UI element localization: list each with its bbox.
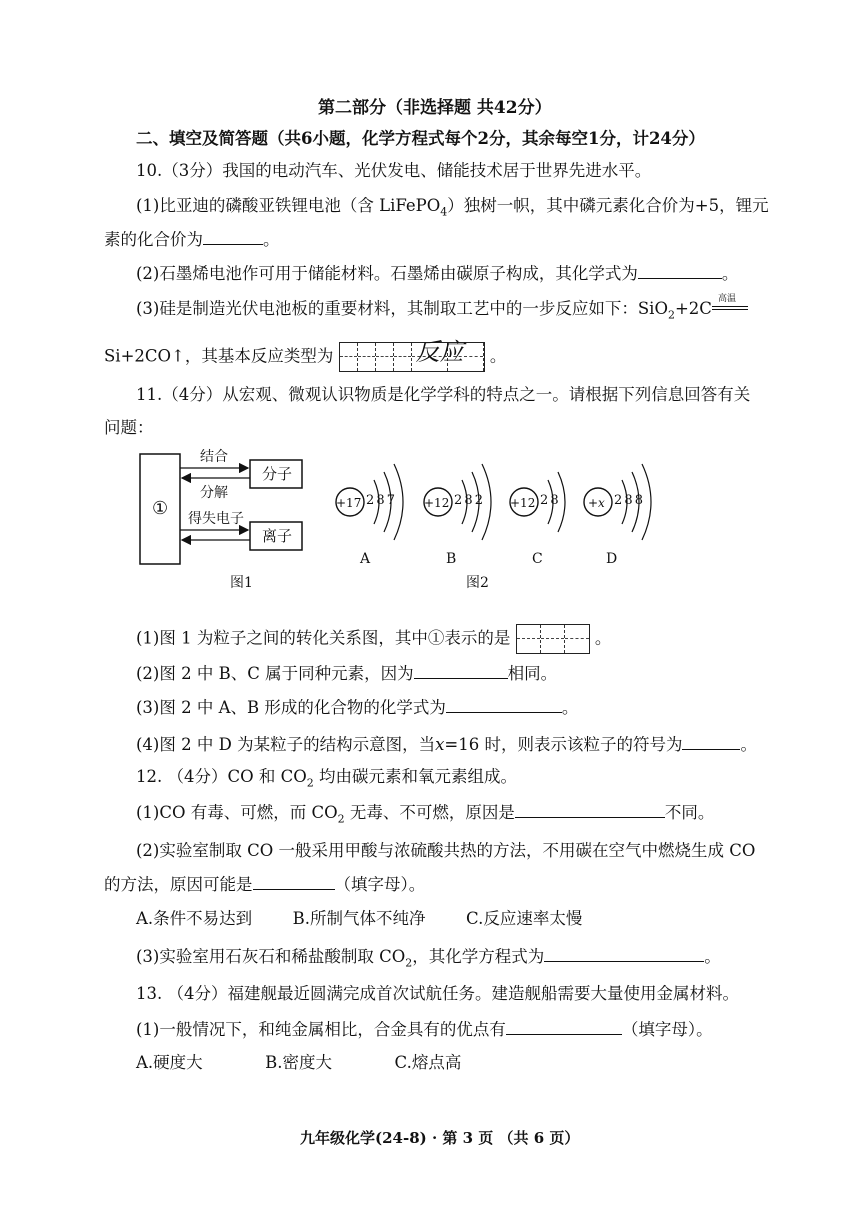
q10-part3-cont — [104, 338, 507, 372]
q13-option-b: B.密度大 — [265, 1053, 333, 1072]
q12-part1-sub: 2 — [337, 812, 345, 826]
atom-c-shells: 2 8 — [540, 493, 558, 508]
grid-cell — [541, 625, 565, 653]
atom-d-label: D — [606, 551, 618, 567]
atom-d-nucleus: +x — [588, 496, 605, 510]
fig1-gain-lose-label: 得失电子 — [188, 511, 244, 527]
q10-part1-end: 。 — [263, 230, 280, 249]
q12-answer-blank-2[interactable] — [253, 873, 335, 890]
reaction-arrow — [712, 294, 748, 314]
q12-options — [136, 908, 582, 930]
q13-option-a: A.硬度大 — [136, 1053, 203, 1072]
q10-part3-end: 。 — [489, 346, 507, 366]
q10-stem: 10.（3分）我国的电动汽车、光伏发电、储能技术居于世界先进水平。 — [136, 161, 652, 180]
q10-part3-text-c: Si+2CO↑，其基本反应类型为 — [104, 346, 334, 366]
fig1-molecule-label: 分子 — [262, 465, 293, 483]
grid-cell — [517, 625, 541, 653]
q12-part3-sub: 2 — [405, 956, 413, 970]
grid-cell — [358, 343, 376, 371]
q10-part3 — [136, 294, 748, 326]
q10-part1-sub: 4 — [440, 205, 448, 219]
q10-part1-text-a: (1)比亚迪的磷酸亚铁锂电池（含 LiFePO — [136, 196, 441, 215]
q10-part3-text-a: (3)硅是制造光伏电池板的重要材料，其制取工艺中的一步反应如下：SiO — [136, 299, 668, 318]
grid-cell — [394, 343, 412, 371]
atom-b-shells: 2 8 2 — [454, 493, 483, 508]
q13-part1-text-a: (1)一般情况下，和纯金属相比，合金具有的优点有 — [136, 1020, 506, 1039]
q11-part4-end: 。 — [740, 735, 757, 754]
q13-option-c: C.熔点高 — [394, 1053, 462, 1072]
q10-part3-text-b: +2C — [674, 299, 712, 318]
q11-answer-blank-4[interactable] — [682, 733, 740, 750]
reaction-condition: 高温 — [717, 294, 736, 304]
part-title: 第二部分（非选择题 共42分） — [318, 98, 552, 118]
q10-answer-blank-1[interactable] — [203, 228, 263, 245]
q12-part1-text-a: (1)CO 有毒、可燃，而 CO — [136, 803, 338, 822]
q11-part3-end: 。 — [561, 698, 579, 717]
q13-part1-text-b: （填字母）。 — [621, 1020, 713, 1039]
q11-part1-text: (1)图 1 为粒子之间的转化关系图，其中①表示的是 — [136, 628, 511, 648]
fig1-caption: 图1 — [230, 575, 253, 591]
q11-part2-text-a: (2)图 2 中 B、C 属于同种元素，因为 — [136, 664, 414, 683]
q12-part1-text-c: 不同。 — [664, 803, 715, 822]
q10-answer-blank-2[interactable] — [638, 262, 722, 279]
q12-option-a: A.条件不易达到 — [136, 909, 253, 928]
q11-part1 — [136, 624, 611, 654]
q12-answer-blank-3[interactable] — [544, 945, 704, 962]
q11-part4-text-b: =16 时，则表示该粒子的符号为 — [444, 735, 683, 754]
q12-part2-text-b: 的方法，原因可能是 — [104, 875, 253, 894]
q11-part2 — [136, 662, 557, 685]
q12-part2-text-c: （填字母）。 — [334, 875, 426, 894]
q12-part1 — [136, 801, 714, 830]
fig1-combine-label: 结合 — [200, 449, 228, 465]
q10-part2-end: 。 — [721, 264, 739, 283]
q12-option-c: C.反应速率太慢 — [466, 909, 583, 928]
q11-answer-blank-2[interactable] — [414, 662, 508, 679]
q13-part1 — [136, 1018, 713, 1041]
grid-cell — [376, 343, 394, 371]
grid-cell — [565, 625, 589, 653]
grid-cell — [340, 343, 358, 371]
fig2-caption: 图2 — [466, 575, 489, 591]
equals-sign-icon — [712, 306, 748, 310]
section-title: 二、填空及简答题（共6小题，化学方程式每个2分，其余每空1分，计24分） — [136, 129, 705, 148]
q11-answer-grid[interactable] — [516, 624, 590, 654]
q12-stem-sub: 2 — [306, 776, 314, 790]
q11-part4-text-a: (4)图 2 中 D 为某粒子的结构示意图，当 — [136, 735, 436, 754]
q10-answer-grid[interactable] — [339, 338, 485, 372]
q10-part1-text-b: ）独树一帜，其中磷元素化合价为+5，锂元 — [447, 196, 769, 215]
atom-d-shells: 2 8 8 — [614, 493, 643, 508]
fig1-circle-label: ① — [152, 498, 169, 519]
q10-part2-text: (2)石墨烯电池作可用于储能材料。石墨烯由碳原子构成，其化学式为 — [136, 264, 638, 283]
atom-b-nucleus: +12 — [424, 496, 450, 510]
q12-part2-cont — [104, 873, 425, 896]
q11-part4 — [136, 733, 757, 756]
atom-b-label: B — [446, 551, 457, 567]
q13-options — [136, 1052, 461, 1074]
q11-part3 — [136, 696, 578, 719]
q11-part2-text-b: 相同。 — [507, 664, 558, 683]
q10-part2 — [136, 262, 738, 285]
q13-stem: 13. （4分）福建舰最近圆满完成首次试航任务。建造舰船需要大量使用金属材料。 — [136, 984, 739, 1003]
q11-answer-blank-3[interactable] — [446, 696, 562, 713]
q12-option-b: B.所制气体不纯净 — [292, 909, 426, 928]
q13-answer-blank-1[interactable] — [506, 1018, 622, 1035]
atom-c-nucleus: +12 — [510, 496, 536, 510]
q12-stem-a: 12. （4分）CO 和 CO — [136, 767, 307, 786]
atom-c-label: C — [532, 551, 543, 567]
atom-a-nucleus: +17 — [336, 496, 362, 510]
q12-part3-text-b: ，其化学方程式为 — [412, 947, 545, 966]
q10-part1-cont — [104, 228, 280, 251]
q11-figures — [128, 449, 668, 602]
fig1-decompose-label: 分解 — [200, 485, 228, 501]
q12-part3 — [136, 945, 721, 974]
q12-stem-b: 均由碳元素和氧元素组成。 — [313, 767, 518, 786]
fig1-ion-label: 离子 — [262, 527, 293, 545]
atom-a-label: A — [360, 551, 371, 567]
handwritten-answer: 反应 — [415, 338, 464, 366]
q11-part1-end: 。 — [594, 628, 612, 648]
q10-part1 — [136, 195, 769, 223]
q12-part3-text-a: (3)实验室用石灰石和稀盐酸制取 CO — [136, 947, 406, 966]
q11-part4-var: x — [435, 735, 445, 754]
q12-stem — [136, 766, 517, 794]
q11-part3-text: (3)图 2 中 A、B 形成的化合物的化学式为 — [136, 698, 446, 717]
q10-part3-sub: 2 — [667, 308, 675, 322]
q12-part3-end: 。 — [704, 947, 721, 966]
atom-a-shells: 2 8 7 — [366, 493, 395, 508]
q10-part1-text-c: 素的化合价为 — [104, 230, 203, 249]
q12-answer-blank-1[interactable] — [515, 801, 665, 818]
page-footer: 九年级化学(24-8) · 第 3 页 （共 6 页） — [300, 1129, 580, 1147]
q11-stem-b: 问题： — [104, 418, 154, 437]
q12-part1-text-b: 无毒、不可燃，原因是 — [344, 803, 515, 822]
q12-part2: (2)实验室制取 CO 一般采用甲酸与浓硫酸共热的方法，不用碳在空气中燃烧生成 CO — [136, 841, 756, 860]
q11-stem-a: 11.（4分）从宏观、微观认识物质是化学学科的特点之一。请根据下列信息回答有关 — [136, 385, 751, 404]
